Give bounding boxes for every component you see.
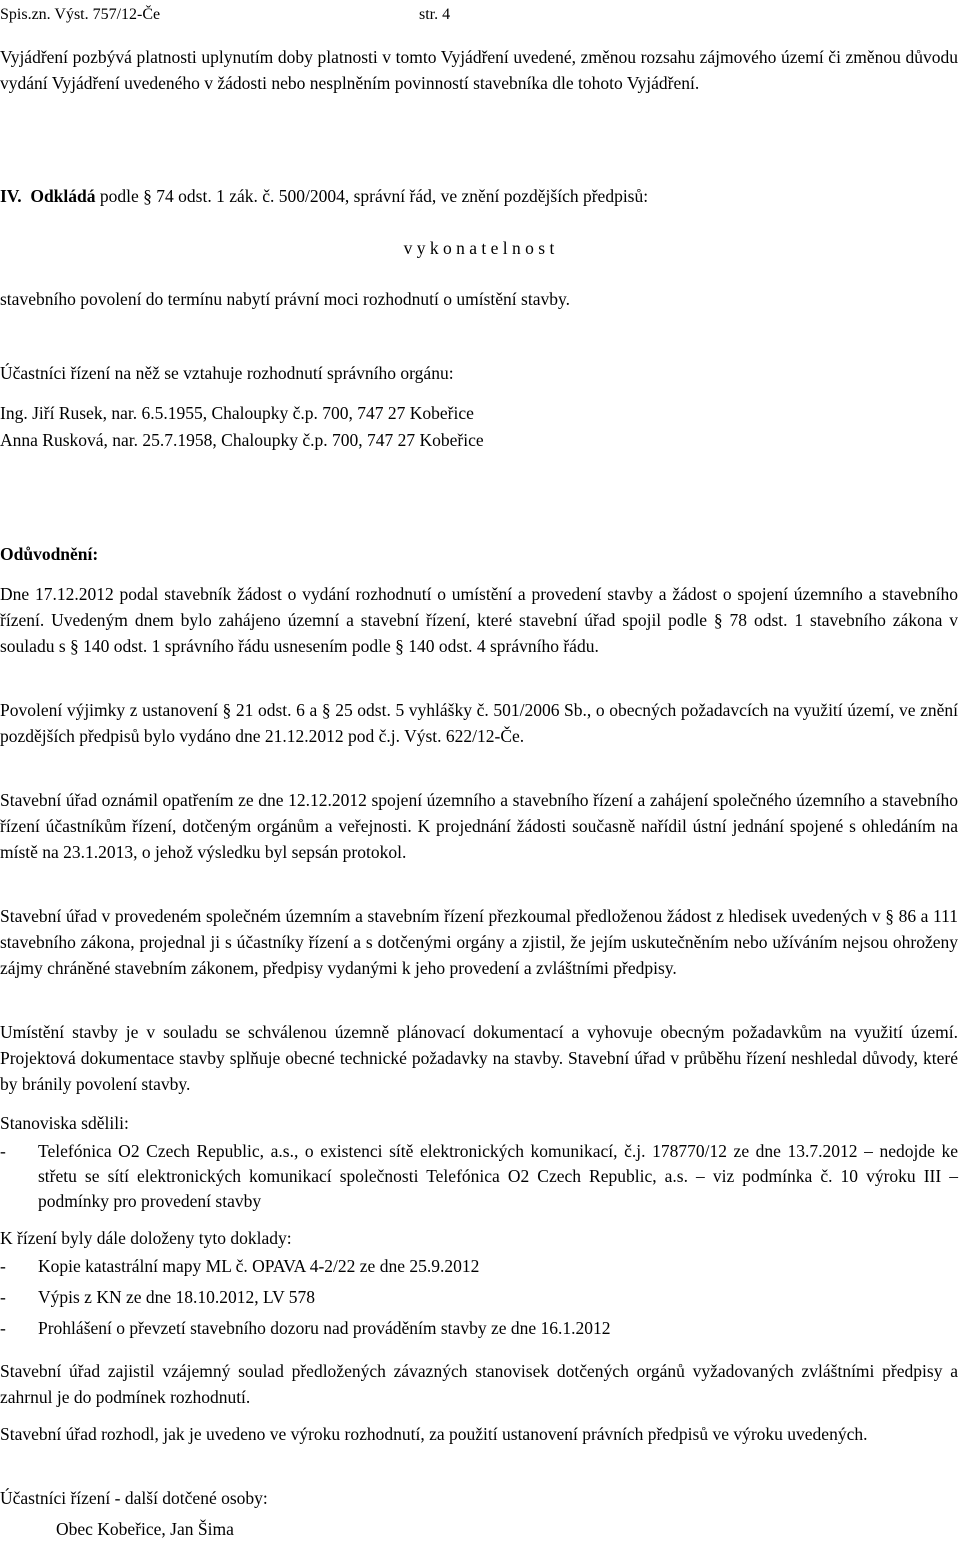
opinion-text: Telefónica O2 Czech Republic, a.s., o existenci sítě elektronických komunikací, č.j. 178770/12 ze dne 13.7.2012 – nedojde ke střetu se sítí elektronických komunikací společnosti Telefónica O2 Czech Republic, a.s. – viz podmínka č. 10 výroku III – podmínky pro provedení stavby — [38, 1141, 958, 1211]
participants-heading: Účastníci řízení na něž se vztahuje rozhodnutí správního orgánu: — [0, 363, 454, 383]
page-number: str. 4 — [419, 6, 451, 23]
validity-paragraph: Vyjádření pozbývá platnosti uplynutím doby platnosti v tomto Vyjádření uvedené, změnou rozsahu zájmového území či změnou důvodu vydání Vyjádření uvedeného v žádosti nebo nesplněním povinností stavebníka dle tohoto Vyjádření. — [0, 47, 958, 93]
other-parties-list: Obec Kobeřice, Jan Šima — [56, 1519, 234, 1539]
section-iv-heading — [0, 183, 958, 209]
section-iv-number: IV. — [0, 186, 22, 206]
reasoning-paragraph-7: Stavební úřad rozhodl, jak je uvedeno ve výroku rozhodnutí, za použití ustanovení právních předpisů ve výroku uvedených. — [0, 1424, 868, 1444]
document-text: Kopie katastrální mapy ML č. OPAVA 4-2/22 ze dne 25.9.2012 — [38, 1256, 480, 1276]
section-iv-verb: Odkládá — [30, 186, 96, 206]
participant-1: Ing. Jiří Rusek, nar. 6.5.1955, Chaloupky č.p. 700, 747 27 Kobeřice — [0, 403, 474, 423]
reasoning-heading: Odůvodnění: — [0, 544, 99, 564]
list-item: - Telefónica O2 Czech Republic, a.s., o existenci sítě elektronických komunikací, č.j. 178770/12 ze dne 13.7.2012 – nedojde ke střetu se sítí elektronických komunikací společnosti Telefónica O2 Czech Republic, a.s. – viz podmínka č. 10 výroku III – podmínky pro provedení stavby — [0, 1141, 958, 1211]
reasoning-paragraph-3: Stavební úřad oznámil opatřením ze dne 12.12.2012 spojení územního a stavebního řízení a zahájení společného územního a stavebního řízení účastníkům řízení, dotčeným orgánům a veřejnosti. K projednání žádosti současně nařídil ústní jednání spojené s ohledáním na místě na 23.1.2013, o jehož výsledku byl sepsán protokol. — [0, 790, 958, 862]
participant-2: Anna Rusková, nar. 25.7.1958, Chaloupky č.p. 700, 747 27 Kobeřice — [0, 430, 484, 450]
documents-list — [0, 1254, 958, 1341]
reasoning-paragraph-2: Povolení výjimky z ustanovení § 21 odst. 6 a § 25 odst. 5 vyhlášky č. 501/2006 Sb., o obecných požadavcích na využití území, ve znění pozdějších předpisů bylo vydáno dne 21.12.2012 pod č.j. Výst. 622/12-Če. — [0, 700, 958, 746]
reasoning-paragraph-1: Dne 17.12.2012 podal stavebník žádost o vydání rozhodnutí o umístění a provedení stavby a žádost o spojení územního a stavebního řízení. Uvedeným dnem bylo zahájeno územní a stavební řízení, které stavební úřad spojil podle § 78 odst. 1 stavebního zákona v souladu s § 140 odst. 1 správního řádu usnesením podle § 140 odst. 4 správního řádu. — [0, 584, 958, 656]
file-reference: Spis.zn. Výst. 757/12-Če — [0, 6, 161, 23]
list-item: - Kopie katastrální mapy ML č. OPAVA 4-2/22 ze dne 25.9.2012 — [0, 1256, 480, 1276]
documents-heading: K řízení byly dále doloženy tyto doklady: — [0, 1228, 292, 1248]
list-item: - Výpis z KN ze dne 18.10.2012, LV 578 — [0, 1287, 316, 1307]
document-text: Prohlášení o převzetí stavebního dozoru nad prováděním stavby ze dne 16.1.2012 — [38, 1318, 611, 1338]
enforceability-heading: v y k o n a t e l n o s t — [403, 238, 555, 258]
enforceability-text: stavebního povolení do termínu nabytí právní moci rozhodnutí o umístění stavby. — [0, 289, 570, 309]
document-text: Výpis z KN ze dne 18.10.2012, LV 578 — [38, 1287, 316, 1307]
reasoning-paragraph-4: Stavební úřad v provedeném společném územním a stavebním řízení přezkoumal předloženou žádost z hledisek uvedených v § 86 a 111 stavebního zákona, projednal ji s účastníky řízení a s dotčenými orgány a zjistil, že jejím uskutečněním nebo užíváním nejsou ohroženy zájmy chráněné stavebním zákonem, předpisy vydanými k jeho provedení a zvláštními předpisy. — [0, 906, 958, 978]
list-item: - Prohlášení o převzetí stavebního dozoru nad prováděním stavby ze dne 16.1.2012 — [0, 1318, 611, 1338]
section-iv-text: podle § 74 odst. 1 zák. č. 500/2004, správní řád, ve znění pozdějších předpisů: — [95, 186, 649, 206]
reasoning-paragraph-6: Stavební úřad zajistil vzájemný soulad předložených závazných stanovisek dotčených orgánů vyžadovaných zvláštními předpisy a zahrnul je do podmínek rozhodnutí. — [0, 1361, 958, 1407]
opinions-heading: Stanoviska sdělili: — [0, 1113, 129, 1133]
opinions-list — [0, 1139, 958, 1214]
reasoning-paragraph-5: Umístění stavby je v souladu se schválenou územně plánovací dokumentací a vyhovuje obecným požadavkům na využití území. Projektová dokumentace stavby splňuje obecné technické požadavky na stavby. Stavební úřad v průběhu řízení neshledal důvody, které by bránily povolení stavby. — [0, 1022, 958, 1094]
other-parties-heading: Účastníci řízení - další dotčené osoby: — [0, 1488, 268, 1508]
